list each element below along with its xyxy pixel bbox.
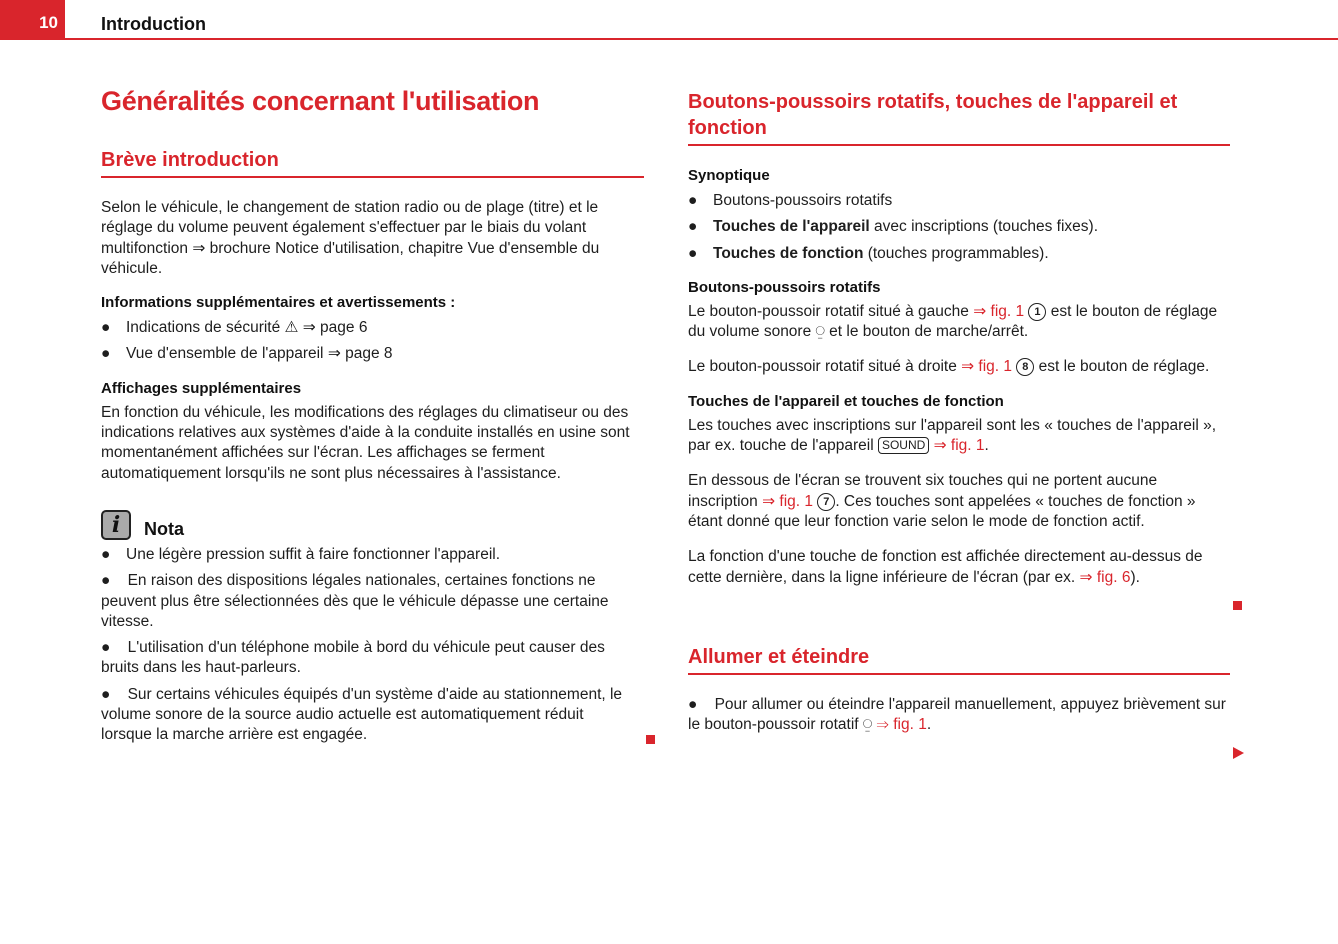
keys-paragraph: En dessous de l'écran se trouvent six touches qui ne portent aucune inscription ⇒ fig. 1 7 . Ces touches sont appelées « touches de fonction » étant donné que leur fonction varie selon le mode de fonction actif. bbox=[688, 472, 1196, 530]
nota-item: ● Sur certains véhicules équipés d'un système d'aide au stationnement, le volume sonore de la source audio actuelle est automatiquement réduit lorsque la marche arrière est engagée. bbox=[101, 685, 623, 744]
fig-ref-link[interactable]: ⇒ fig. 1 bbox=[933, 437, 985, 455]
page-title: Généralités concernant l'utilisation bbox=[101, 86, 540, 116]
keys-paragraph: La fonction d'une touche de fonction est affichée directement au-dessus de cette dernière, dans la ligne inférieure de l'écran (par ex. ⇒ fig. 6). bbox=[688, 548, 1203, 586]
info-icon: i bbox=[101, 510, 131, 540]
list-item: ● Indications de sécurité ⚠ ⇒ page 6 bbox=[101, 319, 368, 337]
rotary-heading: Boutons-poussoirs rotatifs bbox=[688, 278, 881, 296]
power-knob-icon: ⍜ bbox=[815, 323, 825, 341]
nota-item: ● L'utilisation d'un téléphone mobile à bord du véhicule peut causer des bruits dans les haut-parleurs. bbox=[101, 639, 605, 677]
keys-heading: Touches de l'appareil et touches de fonction bbox=[688, 392, 1004, 410]
header-rule bbox=[65, 38, 1338, 40]
info-heading: Informations supplémentaires et avertissements : bbox=[101, 294, 456, 312]
synoptique-heading: Synoptique bbox=[688, 167, 770, 184]
page-number: 10 bbox=[0, 0, 65, 40]
section-end-marker bbox=[646, 735, 655, 744]
display-heading: Affichages supplémentaires bbox=[101, 379, 302, 397]
page-ref-link[interactable]: ⇒ page 8 bbox=[327, 345, 393, 363]
fig-ref-link[interactable]: ⇒ fig. 6 bbox=[1079, 568, 1131, 586]
section-heading: Brève introduction bbox=[101, 147, 644, 178]
left-column bbox=[101, 86, 644, 746]
callout-number: 7 bbox=[817, 493, 835, 511]
intro-paragraph: Selon le véhicule, le changement de station radio ou de plage (titre) et le réglage du volume peuvent également s'effectuer par le biais du volant multifonction ⇒ brochure Notice d'utilisation, chapitre Vue d'ensemble du véhicule. bbox=[101, 199, 600, 277]
fig-ref-link[interactable]: ⇒ fig. 1 bbox=[973, 302, 1025, 320]
fig-ref-link[interactable]: ⇒ fig. 1 bbox=[762, 492, 813, 510]
fig-ref-link[interactable]: ⇒ fig. 1 bbox=[876, 716, 927, 734]
section-heading: Allumer et éteindre bbox=[688, 644, 1230, 675]
keys-paragraph: Les touches avec inscriptions sur l'appareil sont les « touches de l'appareil », par ex. touche de l'appareil SOUND ⇒ fig. 1. bbox=[688, 416, 1217, 455]
nota-header bbox=[101, 510, 644, 540]
callout-number: 1 bbox=[1028, 303, 1046, 321]
fig-ref-link[interactable]: ⇒ fig. 1 bbox=[961, 358, 1013, 376]
rotary-paragraph: Le bouton-poussoir rotatif situé à droite ⇒ fig. 1 8 est le bouton de réglage. bbox=[688, 358, 1210, 376]
callout-number: 8 bbox=[1016, 358, 1034, 376]
list-item: ● Touches de fonction (touches programmables). bbox=[688, 244, 1049, 262]
power-item: ● Pour allumer ou éteindre l'appareil manuellement, appuyez brièvement sur le bouton-poussoir rotatif ⍜ ⇒ fig. 1. bbox=[688, 695, 1226, 734]
list-item: ● Boutons-poussoirs rotatifs bbox=[688, 192, 893, 209]
warning-triangle-icon: ⚠ bbox=[284, 319, 299, 337]
rotary-paragraph: Le bouton-poussoir rotatif situé à gauche ⇒ fig. 1 1 est le bouton de réglage du volume sonore ⍜ et le bouton de marche/arrêt. bbox=[688, 302, 1218, 341]
nota-heading: Nota bbox=[144, 518, 184, 539]
section-heading: Boutons-poussoirs rotatifs, touches de l'appareil et fonction bbox=[688, 89, 1230, 146]
display-paragraph: En fonction du véhicule, les modifications des réglages du climatiseur ou des indications relatives aux systèmes d'aide à la conduite installés en usine sont momentanément affichées sur l'écran. Les affichages se ferment automatiquement lorsqu'ils ne sont plus nécessaires à l'assistance. bbox=[101, 403, 630, 482]
continue-arrow-icon bbox=[1233, 747, 1244, 759]
list-item: ● Vue d'ensemble de l'appareil ⇒ page 8 bbox=[101, 345, 393, 363]
nota-item: ● Une légère pression suffit à faire fonctionner l'appareil. bbox=[101, 545, 501, 563]
page-ref-link[interactable]: ⇒ page 6 bbox=[302, 319, 368, 337]
right-column bbox=[688, 86, 1230, 735]
section-end-marker bbox=[1233, 601, 1242, 610]
list-item: ● Touches de l'appareil avec inscriptions (touches fixes). bbox=[688, 218, 1099, 236]
sound-key: SOUND bbox=[878, 437, 929, 454]
nota-item: ● En raison des dispositions légales nationales, certaines fonctions ne peuvent plus être sélectionnées dès que le véhicule dépasse une certaine vitesse. bbox=[101, 572, 609, 630]
power-knob-icon: ⍜ bbox=[862, 716, 873, 734]
running-header: Introduction bbox=[101, 14, 206, 34]
